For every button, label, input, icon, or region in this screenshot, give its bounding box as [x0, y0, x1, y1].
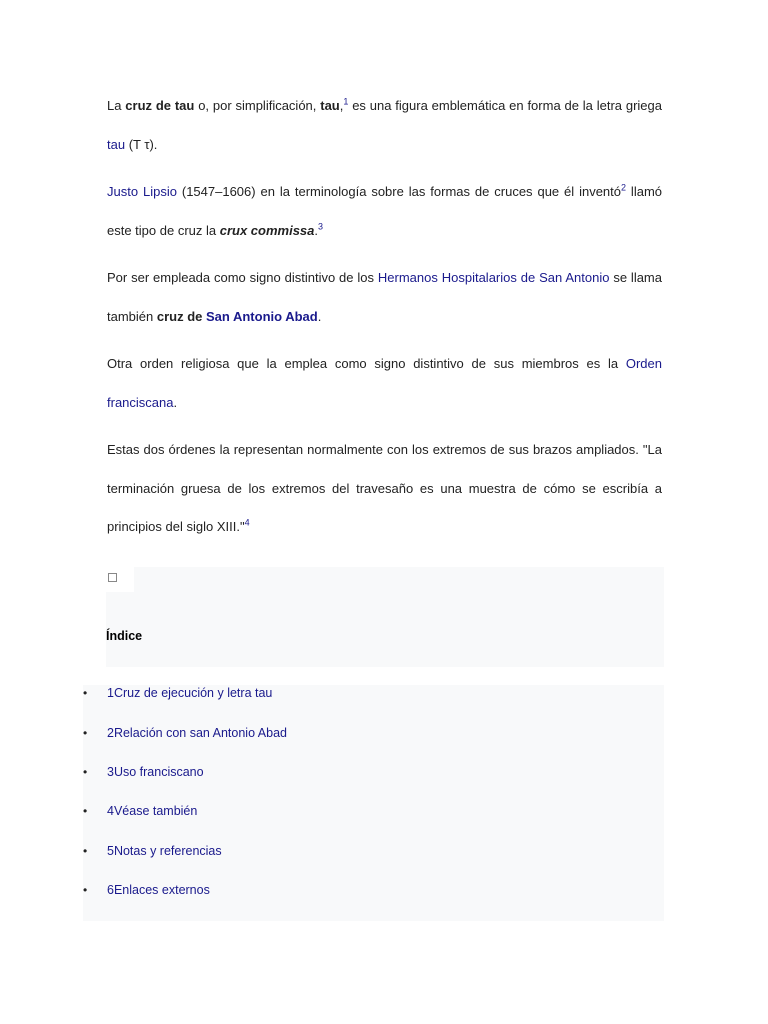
link-orden-franciscana[interactable]: Orden franciscana	[107, 356, 662, 410]
bullet-icon: •	[83, 883, 88, 897]
toc-title: Índice	[106, 629, 143, 643]
term-cruz-de-tau: cruz de tau	[125, 98, 195, 113]
toc-toggle[interactable]	[106, 567, 134, 592]
bullet-icon: •	[83, 726, 88, 740]
bullet-icon: •	[83, 686, 88, 700]
text: (1547–1606) en la terminología sobre las formas de cruces que él inventó	[176, 184, 622, 199]
toc-number: 1	[107, 686, 114, 700]
toc-link[interactable]	[107, 683, 272, 703]
text: Por ser empleada como signo distintivo de los	[107, 270, 378, 285]
text: .	[173, 394, 178, 410]
toc-link[interactable]	[107, 723, 287, 743]
toc-header	[106, 567, 664, 667]
checkbox-icon[interactable]	[108, 573, 117, 582]
text: es una figura emblemática en forma de la letra griega	[348, 98, 663, 113]
toc-number: 6	[107, 883, 114, 897]
bullet-icon: •	[83, 804, 88, 818]
toc-label: Enlaces externos	[113, 883, 210, 897]
link-justo-lipsio[interactable]: Justo Lipsio	[107, 184, 177, 199]
toc-label: Relación con san Antonio Abad	[113, 726, 287, 740]
term-tau: tau	[320, 98, 340, 113]
toc-label: Véase también	[113, 804, 198, 818]
paragraph-brazos	[107, 431, 662, 547]
text: o, por simplificación,	[194, 98, 321, 113]
paragraph-hospitalarios	[107, 259, 662, 336]
text: Otra orden religiosa que la emplea como signo distintivo de sus miembros es la	[107, 356, 626, 371]
reference-link-2[interactable]: 2	[621, 182, 627, 193]
toc-list	[83, 685, 664, 921]
paragraph-lipsio	[107, 173, 662, 250]
toc-link[interactable]	[107, 880, 210, 900]
toc-number: 3	[107, 765, 114, 779]
toc-link[interactable]	[107, 841, 222, 861]
toc-label: Notas y referencias	[113, 844, 222, 858]
paragraph-franciscana	[107, 345, 662, 422]
reference-link-4[interactable]: 4	[244, 517, 250, 528]
term-cruz-de: cruz de	[156, 308, 206, 324]
toc-link[interactable]	[107, 801, 197, 821]
toc-label: Cruz de ejecución y letra tau	[113, 686, 273, 700]
text: .	[314, 222, 319, 238]
reference-link-3[interactable]: 3	[318, 221, 324, 232]
text: .	[317, 308, 322, 324]
link-san-antonio-abad[interactable]: San Antonio Abad	[206, 308, 318, 324]
toc-link[interactable]	[107, 762, 204, 782]
text: llamó este tipo de cruz la	[107, 184, 663, 238]
toc-label: Uso franciscano	[113, 765, 204, 779]
bullet-icon: •	[83, 844, 88, 858]
toc-number: 4	[107, 804, 114, 818]
paragraph-intro	[107, 87, 662, 164]
text: se llama también	[107, 270, 662, 324]
toc-number: 5	[107, 844, 114, 858]
text: La	[107, 98, 126, 113]
text: ,	[339, 98, 344, 113]
toc-number: 2	[107, 726, 114, 740]
text: (Τ τ).	[125, 136, 158, 152]
bullet-icon: •	[83, 765, 88, 779]
link-tau[interactable]: tau	[107, 136, 126, 152]
term-crux-commissa: crux commissa	[219, 222, 315, 238]
text: Estas dos órdenes la representan normalmente con los extremos de sus brazos ampliados. "La terminación gruesa de los extremos del travesaño es una muestra de cómo se escribía a principios del siglo XIII."	[107, 442, 662, 534]
reference-link-1[interactable]: 1	[343, 96, 349, 107]
link-hermanos-hospitalarios[interactable]: Hermanos Hospitalarios de San Antonio	[377, 270, 610, 285]
